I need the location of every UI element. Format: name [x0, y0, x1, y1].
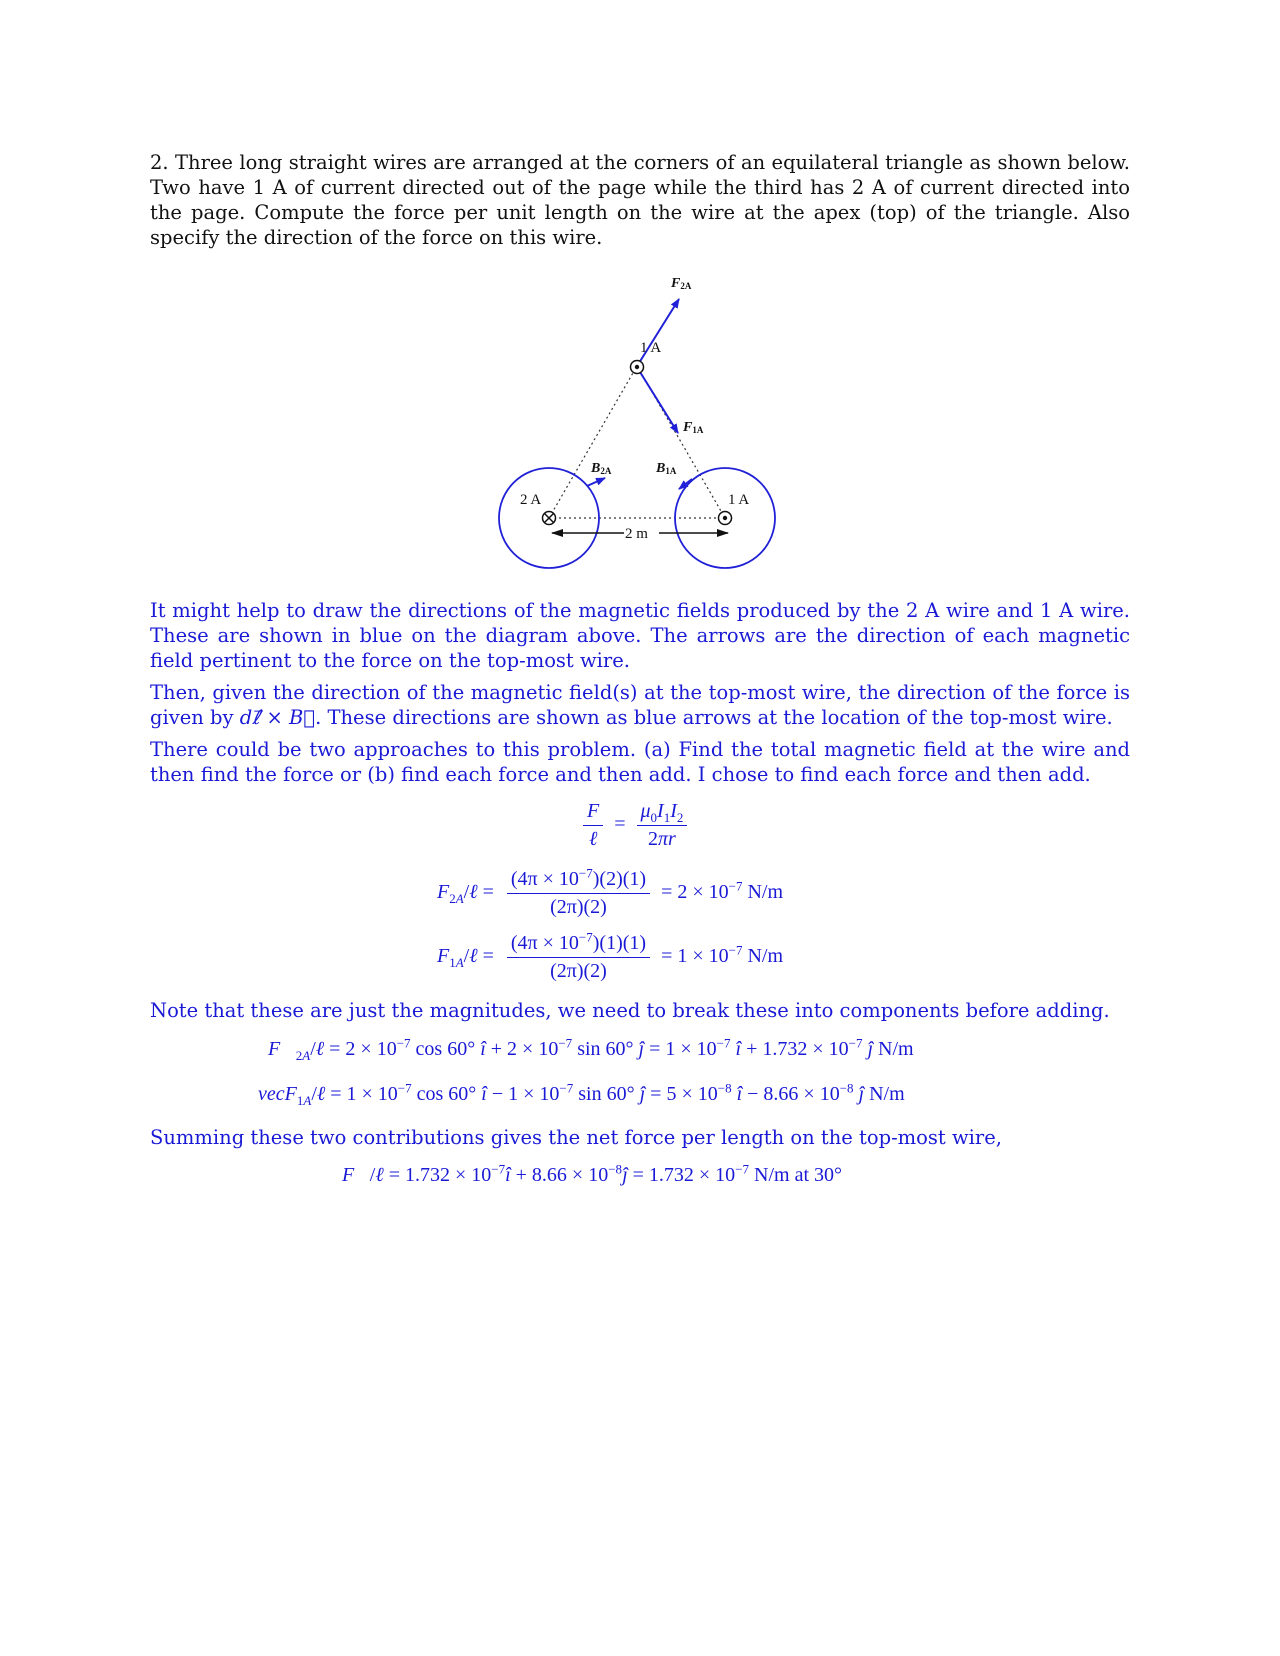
- solution-paragraph-1: It might help to draw the directions of the magnetic fields produced by the 2 A wire and 1 A wire. These are shown in blue on the diagram above. The arrows are the direction of each magnetic field pertinent to the force on the top-most wire.: [150, 599, 1130, 672]
- note-paragraph: Note that these are just the magnitudes, we need to break these into components before adding.: [150, 999, 1110, 1022]
- f2a-label: F2A: [671, 276, 692, 291]
- wire-triangle-figure: [0, 0, 1280, 600]
- b2a-label: B2A: [591, 461, 612, 476]
- p2-start: Then, given the direction of the magnetic field(s) at the top-most wire, the direction of the force is given by: [150, 681, 1130, 729]
- f1a-magnitude-equation: $F_{1A}/\ell$ = $\frac{(4\pi \times 10^{-7})(1)(1)}{(2\pi)(2)}$ = $1 \times 10^{-7}$ N/m: [437, 929, 784, 982]
- summing-paragraph: Summing these two contributions gives the net force per length on the top-most wire,: [150, 1126, 1002, 1149]
- f1a-components-equation: vecF$_{1A}$/ℓ = $1 \times 10^{-7}$ cos 60° î − $1 \times 10^{-7}$ sin 60° ĵ = $5 \times 10^{-8}$ î − $8.66 \times 10^{-8}$ ĵ N/m: [258, 1080, 905, 1108]
- right-wire-out-of-page-icon: [719, 512, 732, 525]
- p2-end: . These directions are shown as blue arrows at the location of the top-most wire.: [315, 706, 1113, 729]
- top-wire-out-of-page-icon: [631, 361, 644, 374]
- b1a-label: B1A: [656, 461, 677, 476]
- side-length-label: 2 m: [625, 526, 648, 542]
- top-wire-label: 1 A: [640, 340, 662, 356]
- f2a-magnitude-equation: $F_{2A}/\ell$ = $\frac{(4\pi \times 10^{-7})(2)(1)}{(2\pi)(2)}$ = $2 \times 10^{-7}$ N/m: [437, 865, 784, 918]
- f1a-label: F1A: [683, 420, 704, 435]
- f1a-force-arrow: [640, 372, 678, 433]
- right-wire-label: 1 A: [728, 492, 750, 508]
- solution-paragraph-2: Then, given the direction of the magnetic field(s) at the top-most wire, the direction of the force is given by dℓ⃗ × B⃗. These directions are shown as blue arrows at the location of the top-most wire.: [150, 681, 1130, 729]
- solution-paragraph-3: There could be two approaches to this problem. (a) Find the total magnetic field at the wire and then find the force or (b) find each force and then add. I chose to find each force and then add.: [150, 738, 1130, 786]
- left-wire-into-page-icon: [543, 512, 556, 525]
- f2a-components-equation: $F⃗_{2A}/\ell = 2 \times 10^{-7}$ cos 60° î + $2 \times 10^{-7}$ sin 60° ĵ = $1 \times 10^{-7}$ î + $1.732 \times 10^{-7}$ ĵ N/m: [268, 1035, 914, 1063]
- left-wire-label: 2 A: [520, 492, 542, 508]
- b2a-arrow: [587, 478, 605, 486]
- problem-statement: 2. Three long straight wires are arranged at the corners of an equilateral triangle as shown below. Two have 1 A of current directed out of the page while the third has 2 A of current directed into the page. Compute the force per unit length on the wire at the apex (top) of the triangle. Also specify the direction of the force on this wire.: [150, 151, 1130, 249]
- net-force-equation: F⃗/ℓ = $1.732 \times 10^{-7}î + 8.66$ × $10^{-8}ĵ = 1.732 \times 10^{-7}$ N/m at 30°: [342, 1161, 843, 1186]
- general-force-equation: $\frac{F}{\text{ℓ}}$ = $\frac{\mu_0I_1I_2}{2\pi r}$: [583, 800, 687, 851]
